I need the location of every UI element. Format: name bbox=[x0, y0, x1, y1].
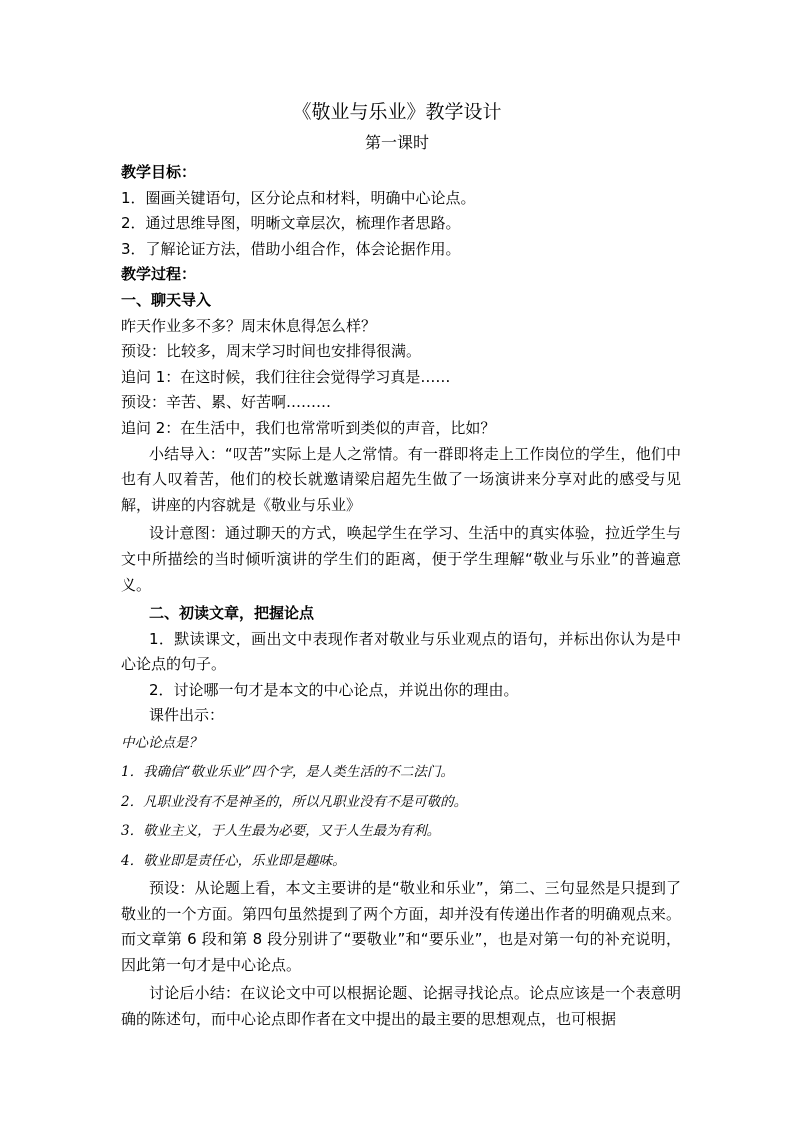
goal-item: 2．通过思维导图，明晰文章层次，梳理作者思路。 bbox=[121, 214, 461, 233]
goal-item: 3．了解论证方法，借助小组合作，体会论据作用。 bbox=[121, 239, 461, 258]
process-heading: 教学过程： bbox=[121, 265, 197, 284]
courseware-label: 课件出示： bbox=[149, 706, 225, 725]
slide-item: 3．敬业主义，于人生最为必要，又于人生最为有利。 bbox=[121, 823, 441, 840]
section-heading: 一、聊天导入 bbox=[121, 290, 212, 309]
dialogue-line: 追问 1：在这时候，我们往往会觉得学习真是…… bbox=[121, 367, 451, 386]
intro-summary: 小结导入：“叹苦”实际上是人之常情。有一群即将走上工作岗位的学生，他们中也有人叹着苦，他们的校长就邀请梁启超先生做了一场演讲来分享对此的感受与见解，讲座的内容就是《敬业与乐业》 bbox=[121, 444, 681, 514]
slide-item: 2．凡职业没有不是神圣的，所以凡职业没有不是可敬的。 bbox=[121, 793, 468, 810]
goals-heading: 教学目标： bbox=[121, 163, 197, 181]
slide-item: 4．敬业即是责任心，乐业即是趣味。 bbox=[121, 852, 346, 869]
section-heading: 二、初读文章，把握论点 bbox=[149, 604, 315, 623]
task-item: 1．默读课文，画出文中表现作者对敬业与乐业观点的语句，并标出你认为是中心论点的句子。 bbox=[121, 629, 681, 674]
discussion-summary: 讨论后小结：在议论文中可以根据论题、论据寻找论点。论点应该是一个表意明确的陈述句，而中心论点即作者在文中提出的最主要的思想观点，也可根据 bbox=[121, 984, 681, 1029]
dialogue-line: 预设：辛苦、累、好苦啊……… bbox=[121, 393, 332, 412]
document-body bbox=[121, 160, 681, 1033]
goal-item: 1．圈画关键语句，区分论点和材料，明确中心论点。 bbox=[121, 188, 476, 207]
dialogue-line: 追问 2：在生活中，我们也常常听到类似的声音，比如？ bbox=[121, 418, 496, 437]
slide-question: 中心论点是？ bbox=[121, 735, 202, 752]
document-title: 《敬业与乐业》教学设计 bbox=[292, 101, 502, 123]
slide-item: 1．我确信“敬业乐业”四个字，是人类生活的不二法门。 bbox=[121, 764, 454, 781]
task-item: 2．讨论哪一句才是本文的中心论点，并说出你的理由。 bbox=[149, 680, 519, 699]
dialogue-line: 昨天作业多不多？周末休息得怎么样？ bbox=[121, 316, 377, 335]
preset-answer: 预设：从论题上看，本文主要讲的是“敬业和乐业”，第二、三句显然是只提到了敬业的一个方面。第四句虽然提到了两个方面，却并没有传递出作者的明确观点来。而文章第 6 段和第 8 段分别讲了“要敬业”和“要乐业”，也是对第一句的补充说明，因此第一句才是中心论点。 bbox=[121, 879, 681, 974]
dialogue-line: 预设：比较多，周末学习时间也安排得很满。 bbox=[121, 342, 422, 361]
design-intent: 设计意图：通过聊天的方式，唤起学生在学习、生活中的真实体验，拉近学生与文中所描绘的当时倾听演讲的学生们的距离，便于学生理解“敬业与乐业”的普遍意义。 bbox=[121, 524, 681, 594]
lesson-subtitle: 第一课时 bbox=[364, 133, 429, 152]
